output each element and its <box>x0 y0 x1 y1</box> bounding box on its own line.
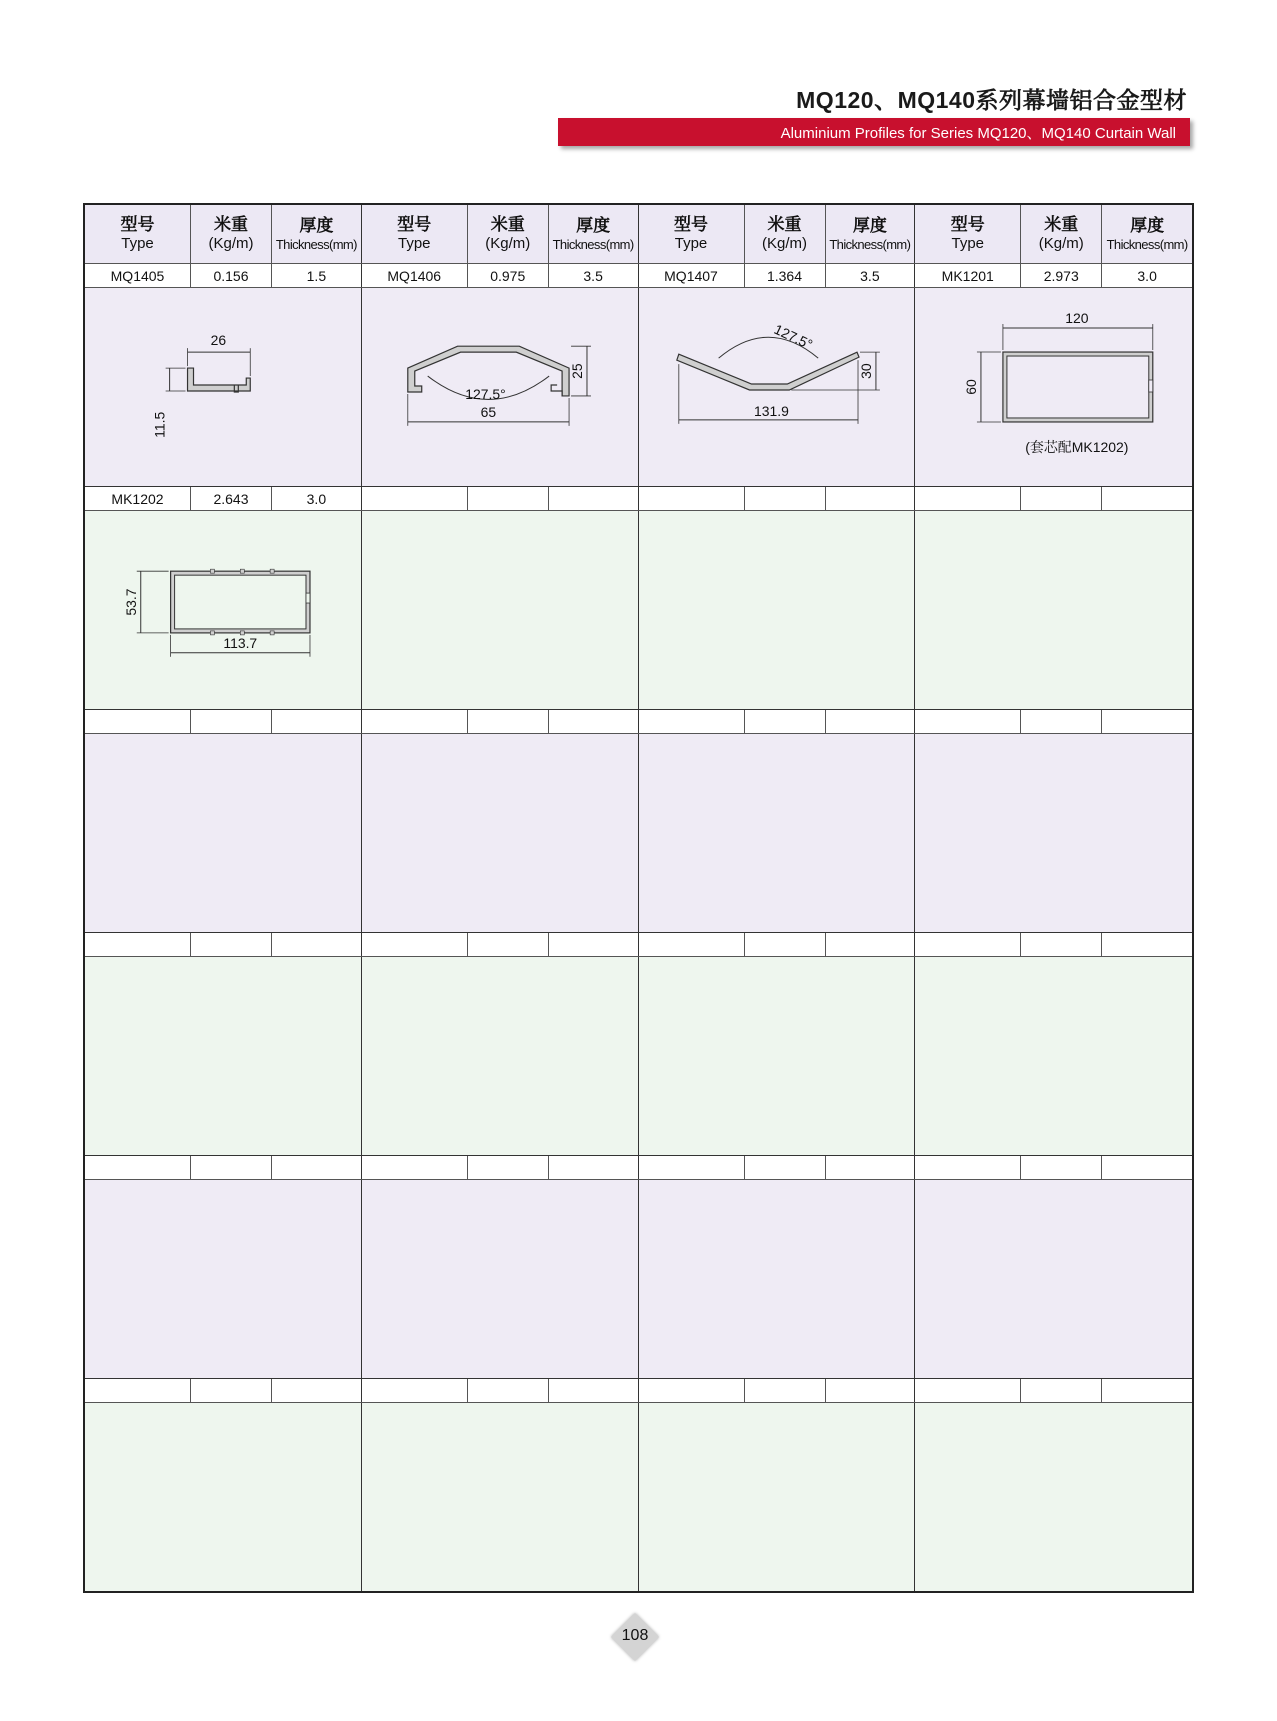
dim-label: 11.5 <box>151 411 168 438</box>
page-number-badge <box>610 1612 660 1662</box>
drawing-row <box>85 511 1192 710</box>
thickness-cell: 1.5 <box>306 267 327 284</box>
type-cell: MQ1405 <box>85 264 191 287</box>
col-thickness-header: 厚度 Thickness(mm) <box>829 216 911 252</box>
dim-label: 113.7 <box>223 634 258 651</box>
profile-drawing-mq1406 <box>362 288 639 486</box>
empty-drawing-cell <box>639 1180 916 1378</box>
col-weight-header: 米重 (Kg/m) <box>1021 205 1102 263</box>
mk1201-section-drawing <box>915 288 1192 486</box>
header-group <box>639 205 916 263</box>
title-banner <box>558 118 1190 146</box>
col-thickness-header: 厚度 Thickness(mm) <box>275 216 357 252</box>
empty-drawing-cell <box>915 957 1192 1155</box>
thickness-cell: 3.0 <box>1137 267 1157 284</box>
thickness-cell: 3.0 <box>306 490 327 507</box>
value-group <box>639 264 916 287</box>
value-group <box>362 487 639 510</box>
empty-drawing-cell <box>915 511 1192 709</box>
empty-drawing-cell <box>362 1180 639 1378</box>
page-title-cn: MQ120、MQ140系列幕墙铝合金型材 <box>796 87 1187 113</box>
col-weight-header: 米重 (Kg/m) <box>191 205 272 263</box>
col-type-header: 型号 Type <box>362 205 468 263</box>
empty-drawing-cell <box>362 734 639 932</box>
value-group <box>639 487 916 510</box>
dim-label: 30 <box>857 363 874 379</box>
empty-drawing-cell <box>915 1180 1192 1378</box>
empty-drawing-cell <box>362 957 639 1155</box>
empty-drawing-cell <box>639 1403 916 1591</box>
page-number: 108 <box>621 1627 649 1644</box>
value-group <box>915 264 1192 287</box>
type-cell: MQ1406 <box>362 264 468 287</box>
page-title-en: Aluminium Profiles for Series MQ120、MQ140 Curtain Wall <box>780 125 1176 142</box>
dim-label: 120 <box>1065 310 1089 327</box>
dim-label: 60 <box>963 379 980 395</box>
table-header <box>85 205 1192 264</box>
mq1407-section-drawing <box>639 288 915 486</box>
drawing-row <box>85 734 1192 933</box>
value-row <box>85 264 1192 288</box>
empty-drawing-cell <box>85 1403 362 1591</box>
col-type-header: 型号 Type <box>915 205 1021 263</box>
value-row <box>85 710 1192 734</box>
empty-drawing-cell <box>85 957 362 1155</box>
empty-drawing-cell <box>639 734 916 932</box>
col-thickness-header: 厚度 Thickness(mm) <box>1106 216 1188 252</box>
dim-label: 53.7 <box>122 588 139 616</box>
value-row <box>85 1379 1192 1403</box>
value-group <box>85 264 362 287</box>
dim-label: 65 <box>480 403 496 420</box>
empty-drawing-cell <box>915 734 1192 932</box>
drawing-row <box>85 1403 1192 1591</box>
value-group <box>85 487 362 510</box>
drawing-row <box>85 1180 1192 1379</box>
value-group <box>915 487 1192 510</box>
profile-note: (套芯配MK1202) <box>1025 438 1129 455</box>
weight-cell: 2.643 <box>191 487 272 510</box>
type-cell: MK1201 <box>915 264 1021 287</box>
empty-drawing-cell <box>85 734 362 932</box>
empty-drawing-cell <box>639 511 916 709</box>
empty-drawing-cell <box>915 1403 1192 1591</box>
drawing-row <box>85 288 1192 487</box>
col-weight-header: 米重 (Kg/m) <box>468 205 549 263</box>
empty-drawing-cell <box>362 1403 639 1591</box>
profile-drawing-mq1405 <box>85 288 362 486</box>
type-cell: MK1202 <box>85 487 191 510</box>
value-group <box>362 264 639 287</box>
mk1202-section-drawing <box>85 511 361 709</box>
empty-drawing-cell <box>362 511 639 709</box>
profile-drawing-mq1407 <box>639 288 916 486</box>
profile-drawing-mk1201 <box>915 288 1192 486</box>
profile-table <box>83 203 1194 1593</box>
empty-drawing-cell <box>639 957 916 1155</box>
empty-drawing-cell <box>85 1180 362 1378</box>
mq1405-section-drawing <box>85 288 361 486</box>
weight-cell: 0.975 <box>468 264 549 287</box>
type-cell: MQ1407 <box>639 264 745 287</box>
col-type-header: 型号 Type <box>639 205 745 263</box>
weight-cell: 0.156 <box>191 264 272 287</box>
header-group <box>362 205 639 263</box>
value-row <box>85 1156 1192 1180</box>
drawing-row <box>85 957 1192 1156</box>
dim-label: 26 <box>210 332 227 349</box>
value-row <box>85 487 1192 511</box>
col-weight-header: 米重 (Kg/m) <box>745 205 826 263</box>
dim-label: 127.5° <box>464 385 506 402</box>
dim-label: 127.5° <box>771 320 815 353</box>
col-type-header: 型号 Type <box>85 205 191 263</box>
dim-label: 25 <box>568 363 585 379</box>
col-thickness-header: 厚度 Thickness(mm) <box>552 216 634 252</box>
header-group <box>915 205 1192 263</box>
mq1406-section-drawing <box>362 288 638 486</box>
dim-label: 131.9 <box>753 402 789 419</box>
thickness-cell: 3.5 <box>860 267 880 284</box>
header-group <box>85 205 362 263</box>
weight-cell: 2.973 <box>1021 264 1102 287</box>
thickness-cell: 3.5 <box>583 267 603 284</box>
weight-cell: 1.364 <box>745 264 826 287</box>
value-row <box>85 933 1192 957</box>
profile-drawing-mk1202 <box>85 511 362 709</box>
